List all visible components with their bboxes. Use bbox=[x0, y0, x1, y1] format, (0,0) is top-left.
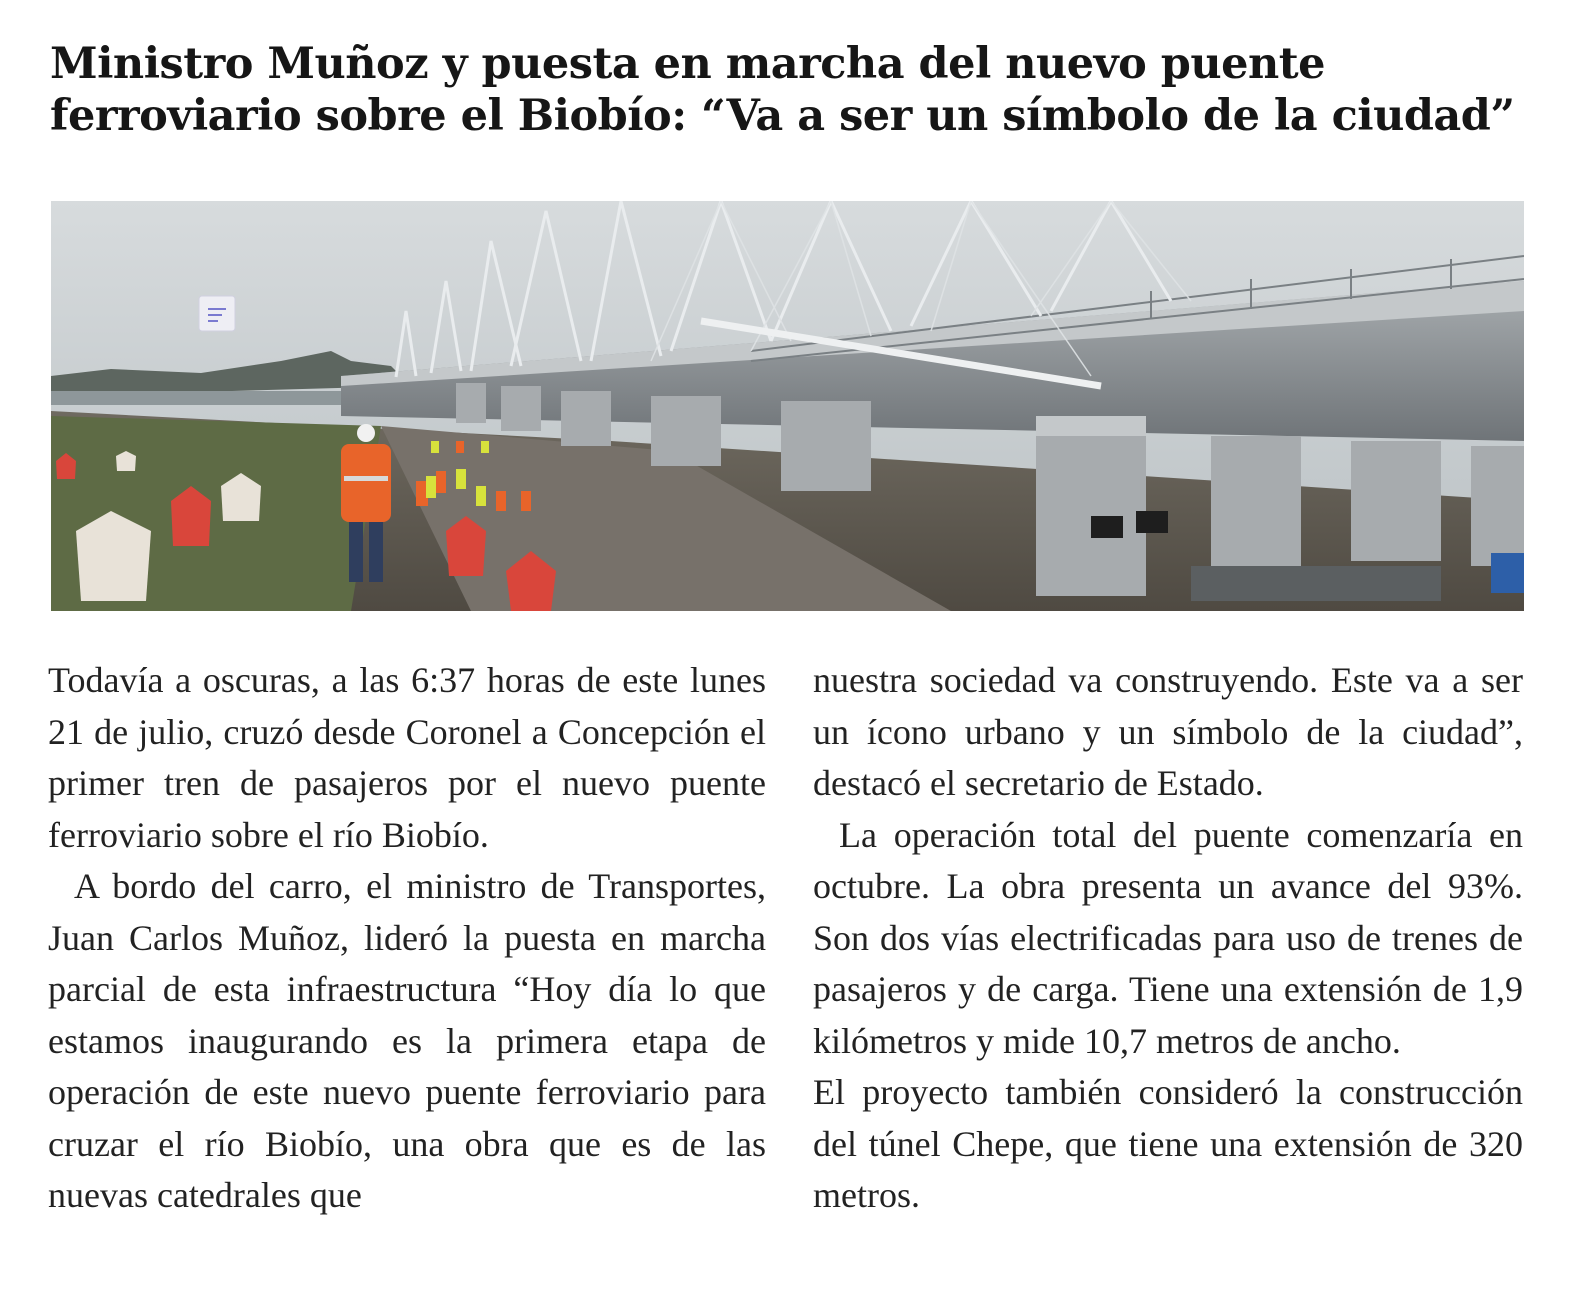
article-column-right bbox=[813, 655, 1523, 1222]
article-photo bbox=[51, 201, 1524, 611]
article-paragraph: La operación total del puente comenzaría en octubre. La obra presenta un avance del 93%. Son dos vías electrificadas para uso de trenes de pasajeros y de carga. Tiene una extensión de 1,9 kilómetros y mide 10,7 metros de ancho. bbox=[813, 814, 1523, 1061]
article-column-left bbox=[48, 655, 766, 1222]
article-paragraph: El proyecto también consideró la construcción del túnel Chepe, que tiene una extensión de 320 metros. bbox=[813, 1072, 1523, 1215]
headline-line-2: ferroviario sobre el Biobío: “Va a ser un símbolo de la ciudad” bbox=[50, 91, 1515, 141]
headline-line-1: Ministro Muñoz y puesta en marcha del nuevo puente bbox=[50, 39, 1325, 89]
article-headline bbox=[50, 38, 1515, 142]
article-paragraph: Todavía a oscuras, a las 6:37 horas de este lunes 21 de julio, cruzó desde Coronel a Concepción el primer tren de pasajeros por el nuevo puente ferroviario sobre el río Biobío. bbox=[48, 660, 766, 855]
article-paragraph: A bordo del carro, el ministro de Transportes, Juan Carlos Muñoz, lideró la puesta en marcha parcial de esta infraestructura “Hoy día lo que estamos inaugurando es la primera etapa de operación de este nuevo puente ferroviario para cruzar el río Biobío, una obra que es de las nuevas catedrales que bbox=[48, 866, 766, 1215]
article-paragraph: nuestra sociedad va construyendo. Este va a ser un ícono urbano y un símbolo de la ciudad”, destacó el secretario de Estado. bbox=[813, 660, 1523, 803]
